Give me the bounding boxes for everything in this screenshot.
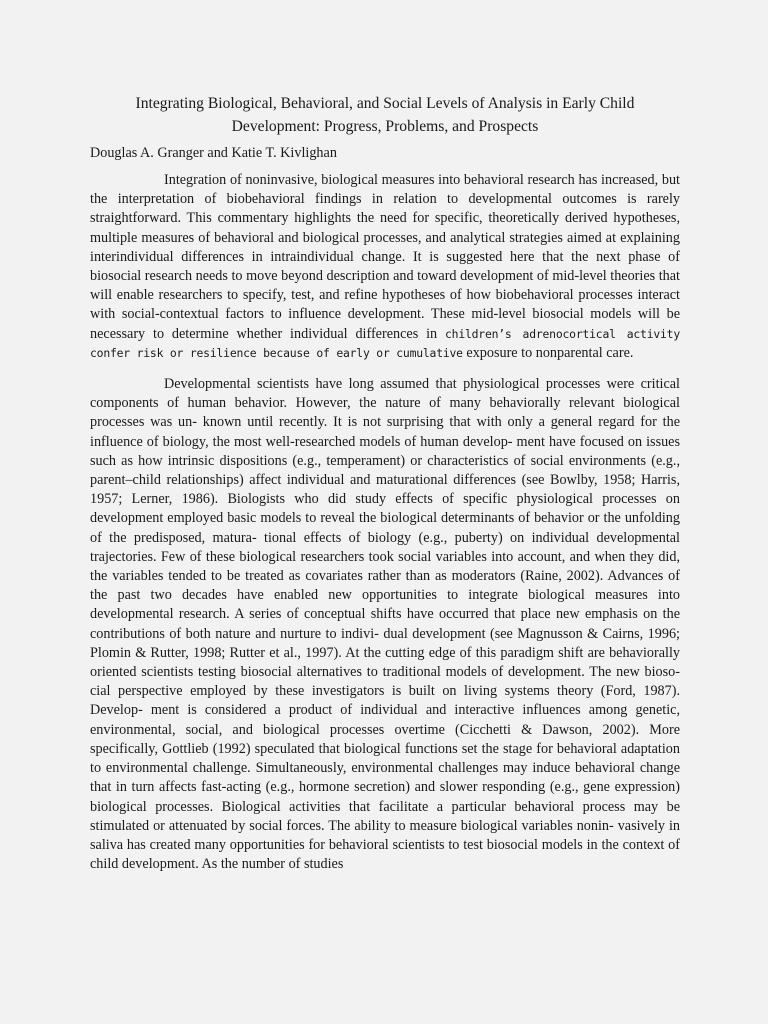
author-line: Douglas A. Granger and Katie T. Kivlighan bbox=[90, 145, 337, 161]
abstract-text-part-1: Integration of noninvasive, biological measures into behavioral research has increased, but the interpretation of biobehavioral findings in relation to developmental outcomes is rarely straightforward. This commentary highlights the need for specific, theoretically derived hypotheses, multiple measures of behavioral and biological processes, and analytical strategies aimed at explaining interindividual differences in intraindividual change. It is suggested here that the next phase of biosocial research needs to move beyond description and toward development of mid-level theories that will enable researchers to specify, test, and refine hypotheses of how biobehavioral processes interact with social-contextual factors to influence development. These mid-level biosocial models will be necessary to determine whether individual differences in bbox=[90, 172, 680, 342]
abstract-paragraph bbox=[90, 171, 680, 363]
abstract-text-part-2: children’s adrenocortical activity confer risk or resilience because of early or cumulative bbox=[90, 326, 681, 360]
abstract-text-part-3: exposure to nonparental care. bbox=[466, 344, 634, 361]
body-paragraph: Developmental scientists have long assumed that physiological processes were critical components of human behavior. However, the nature of many behaviorally relevant biological processes was un- known until recently. It is not surprising that with only a general regard for the influence of biology, the most well-researched models of human develop- ment have focused on issues such as how intrinsic dispositions (e.g., temperament) or characteristics of social environments (e.g., parent–child relationships) affect individual and maturational differences (see Bowlby, 1958; Harris, 1957; Lerner, 1986). Biologists who did study effects of specific physiological processes on development employed basic models to reveal the biological determinants of behavior or the unfolding of the predisposed, matura- tional effects of biology (e.g., puberty) on individual developmental trajectories. Few of these biological researchers took social variables into account, and when they did, the variables tended to be treated as covariates rather than as moderators (Raine, 2002). Advances of the past two decades have enabled new opportunities to integrate biological measures into developmental research. A series of conceptual shifts have occurred that place new emphasis on the contributions of both nature and nurture to indivi- dual development (see Magnusson & Cairns, 1996; Plomin & Rutter, 1998; Rutter et al., 1997). At the cutting edge of this paradigm shift are behaviorally oriented scientists testing biosocial alternatives to traditional models of development. The new bioso- cial perspective employed by these investigators is built on living systems theory (Ford, 1987). Develop- ment is considered a product of individual and interactive influences among genetic, environmental, social, and biological processes overtime (Cicchetti & Dawson, 2002). More specifically, Gottlieb (1992) speculated that biological functions set the stage for behavioral adaptation to environmental challenge. Simultaneously, environmental challenges may induce behavioral change that in turn affects fast-acting (e.g., hormone secretion) and slower responding (e.g., gene expression) biological processes. Biological activities that facilitate a particular behavioral process may be stimulated or attenuated by social forces. The ability to measure biological variables nonin- vasively in saliva has created many opportunities for behavioral scientists to test biosocial models in the context of child development. As the number of studies bbox=[90, 376, 680, 873]
paper-title: Integrating Biological, Behavioral, and Social Levels of Analysis in Early Child Development: Progress, Problems, and Prospects bbox=[135, 95, 635, 135]
